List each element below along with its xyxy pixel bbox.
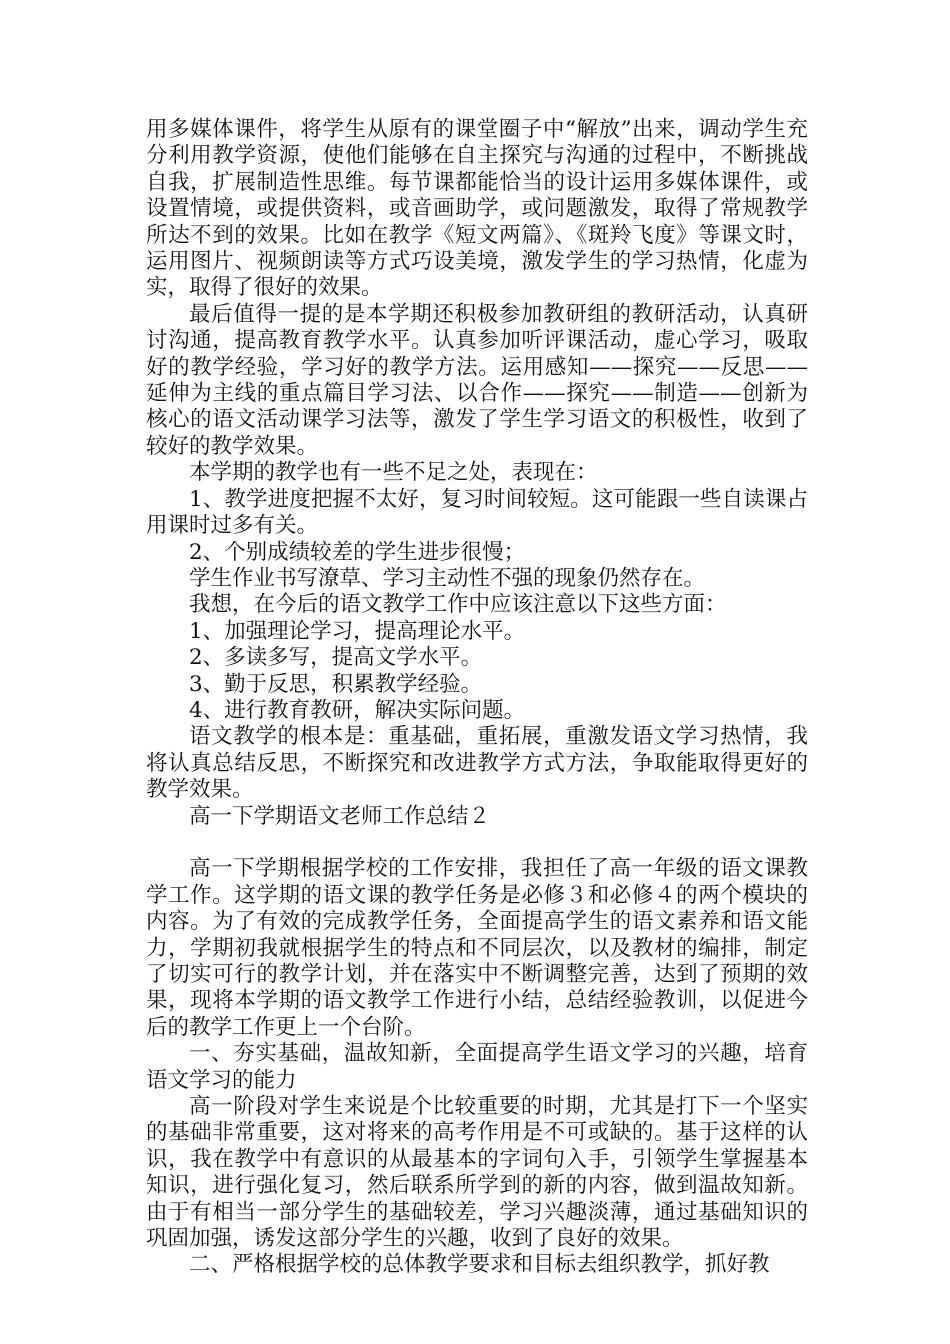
document-page [146,117,808,1279]
paragraph: 语文教学的根本是：重基础，重拓展，重激发语文学习热情，我将认真总结反思，不断探究和改进教学方式方法，争取能取得更好的教学效果。 [146,724,808,803]
paragraph: 用多媒体课件，将学生从原有的课堂圈子中“解放”出来，调动学生充分利用教学资源，使他们能够在自主探究与沟通的过程中，不断挑战自我，扩展制造性思维。每节课都能恰当的设计运用多媒体课件，或设置情境，或提供资料，或音画助学，或问题激发，取得了常规教学所达不到的效果。比如在教学《短文两篇》、《斑羚飞度》等课文时，运用图片、视频朗读等方式巧设美境，激发学生的学习热情，化虚为实，取得了很好的效果。 [146,117,808,301]
paragraph: 本学期的教学也有一些不足之处，表现在： [189,460,598,486]
list-item: 2、多读多写，提高文学水平。 [189,645,483,671]
section-heading: 一、夯实基础，温故知新，全面提高学生语文学习的兴趣，培育语文学习的能力 [146,1041,808,1093]
paragraph: 高一阶段对学生来说是个比较重要的时期，尤其是打下一个坚实的基础非常重要，这对将来的高考作用是不可或缺的。基于这样的认识，我在教学中有意识的从最基本的字词句入手，引领学生掌握基本知识，进行强化复习，然后联系所学到的新的内容，做到温故知新。由于有相当一部分学生的基础较差，学习兴趣淡薄，通过基础知识的巩固加强，诱发这部分学生的兴趣，收到了良好的效果。 [146,1094,808,1252]
list-item: 1、加强理论学习，提高理论水平。 [189,618,526,644]
section-heading: 二、严格根据学校的总体教学要求和目标去组织教学，抓好教 [189,1252,770,1278]
list-item: 3、勤于反思，积累教学经验。 [189,671,483,697]
paragraph: 最后值得一提的是本学期还积极参加教研组的教研活动，认真研讨沟通，提高教育教学水平。认真参加听评课活动，虚心学习，吸取好的教学经验，学习好的教学方法。运用感知——探究——反思——延伸为主线的重点篇目学习法、以合作——探究——制造——创新为核心的语文活动课学习法等，激发了学生学习语文的积极性，收到了较好的教学效果。 [146,301,808,459]
paragraph: 学生作业书写潦草、学习主动性不强的现象仍然存在。 [189,565,706,591]
paragraph: 高一下学期根据学校的工作安排，我担任了高一年级的语文课教学工作。这学期的语文课的教学任务是必修３和必修４的两个模块的内容。为了有效的完成教学任务，全面提高学生的语文素养和语文能力，学期初我就根据学生的特点和不同层次，以及教材的编排，制定了切实可行的教学计划，并在落实中不断调整完善，达到了预期的效果，现将本学期的语文教学工作进行小结，总结经验教训，以促进今后的教学工作更上一个台阶。 [146,856,808,1040]
list-item: 4、进行教育教研，解决实际问题。 [189,697,526,723]
section-title: 高一下学期语文老师工作总结２ [189,803,491,829]
paragraph: 我想，在今后的语文教学工作中应该注意以下这些方面： [189,592,727,618]
blank-line [146,830,808,856]
list-item: 1、教学进度把握不太好，复习时间较短。这可能跟一些自读课占用课时过多有关。 [146,486,808,539]
list-item: 2、个别成绩较差的学生进步很慢； [189,539,526,565]
